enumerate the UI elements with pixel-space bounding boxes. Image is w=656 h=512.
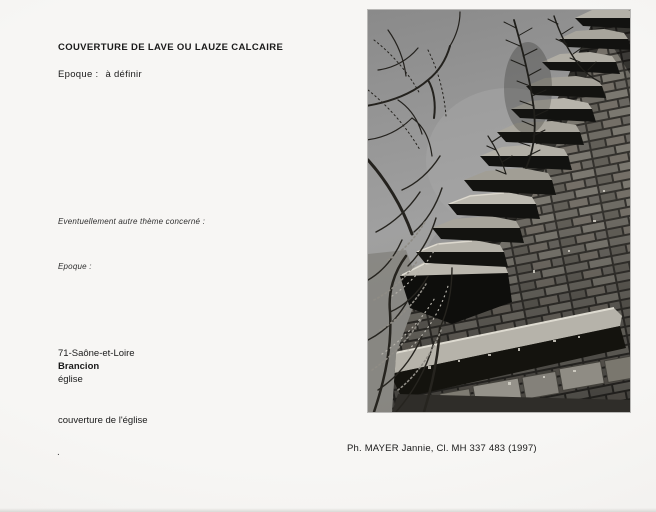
photo-caption: Ph. MAYER Jannie, Cl. MH 337 483 (1997) <box>347 443 537 454</box>
department-text: 71-Saône-et-Loire <box>58 348 135 359</box>
epoch-label: Epoque : <box>58 69 99 80</box>
epoch2-label: Epoque : <box>58 262 92 271</box>
photo <box>368 10 630 412</box>
page-title: COUVERTURE DE LAVE OU LAUZE CALCAIRE <box>58 42 284 53</box>
stray-mark: . <box>57 447 60 458</box>
photo-graphic <box>368 10 630 412</box>
location-block <box>58 347 135 386</box>
epoch-line <box>58 69 142 80</box>
commune-text: Brancion <box>58 361 100 372</box>
subject-text: couverture de l'église <box>58 415 148 426</box>
other-theme-label: Eventuellement autre thème concerné : <box>58 217 206 226</box>
building-text: église <box>58 374 83 385</box>
epoch-value: à définir <box>105 69 142 80</box>
